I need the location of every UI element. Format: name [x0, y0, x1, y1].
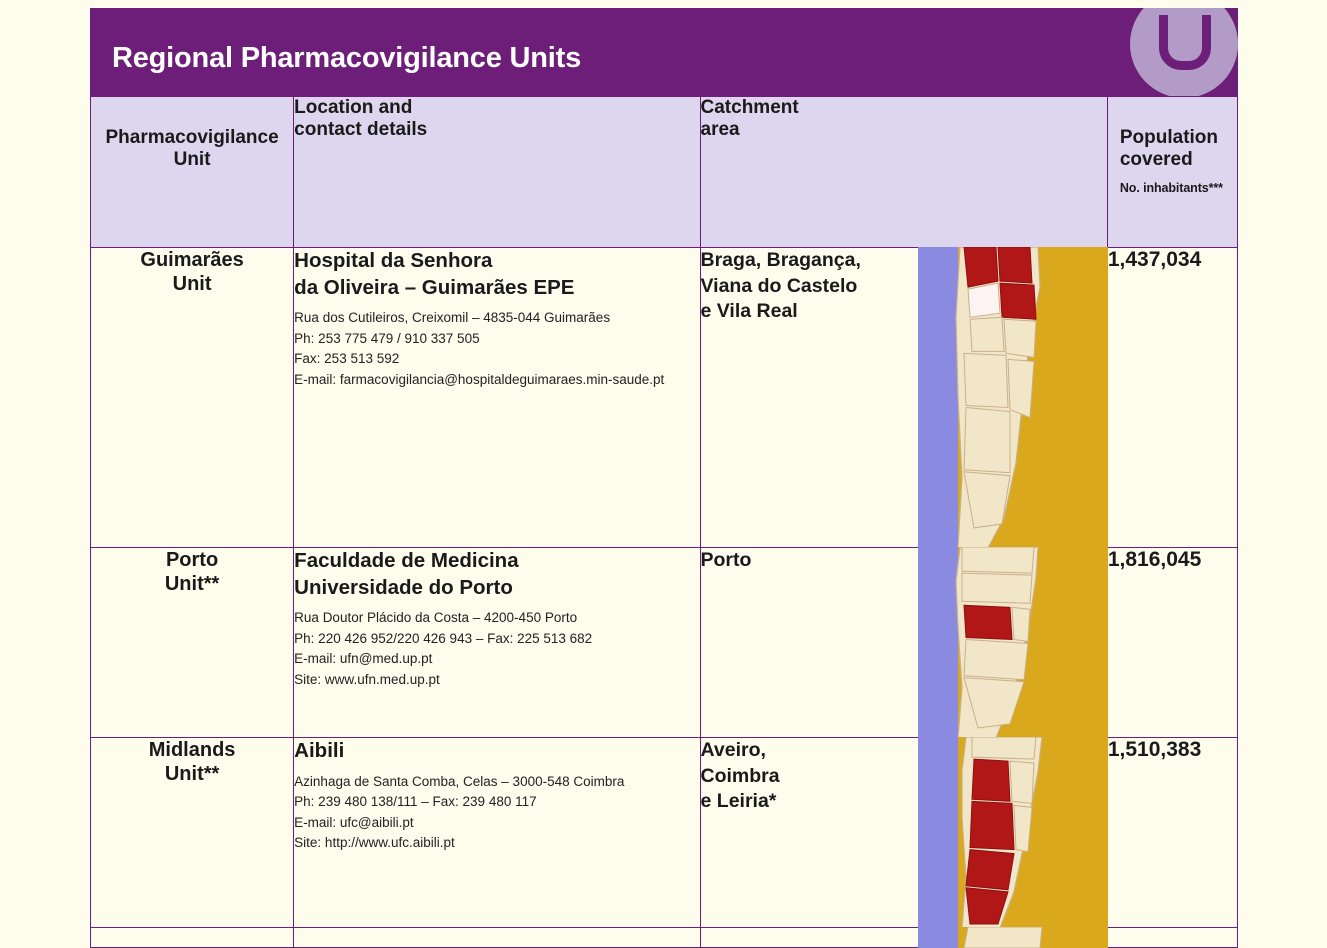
row-phone: Ph: 239 480 138/111 – Fax: 239 480 117 — [294, 794, 537, 810]
column-header-catchment-line2: area — [700, 119, 740, 141]
map-shape — [918, 927, 1108, 948]
map-background — [918, 927, 1108, 948]
row-catchment-line1: Braga, Bragança, — [700, 249, 861, 271]
row-catchment-area-partial — [700, 928, 1107, 948]
row-catchment-line1: Aveiro, — [700, 739, 766, 761]
table-banner — [90, 8, 1238, 96]
row-catchment-area — [700, 248, 1107, 548]
row-meta — [294, 308, 699, 390]
column-header-unit-line2: Unit — [173, 149, 211, 171]
row-catchment-line2: Coimbra — [700, 764, 780, 787]
page-title: Regional Pharmacovigilance Units — [112, 42, 582, 74]
row-unit-name-line1: Guimarães — [140, 249, 244, 271]
row-organisation-line1: Aibili — [294, 739, 345, 762]
table-header-row — [91, 97, 1238, 248]
row-unit-name-line2: Unit** — [164, 573, 220, 595]
row-unit-name-partial — [91, 928, 294, 948]
table-row — [91, 548, 1238, 738]
column-header-location-line1: Location and — [294, 97, 413, 118]
row-contact-details-partial — [294, 928, 700, 948]
row-phone: Ph: 220 426 952/220 426 943 – Fax: 225 513 682 — [294, 630, 593, 646]
logo-u-glyph — [1159, 15, 1211, 70]
row-contact-details — [294, 548, 700, 738]
column-header-location — [294, 97, 700, 248]
row-catchment-line3: e Vila Real — [700, 300, 798, 323]
column-header-catchment — [700, 97, 1107, 248]
column-header-unit-line1: Pharmacovigilance — [105, 127, 279, 148]
row-meta — [294, 608, 699, 690]
pharmacovigilance-table-block — [90, 8, 1238, 948]
row-catchment-line3: e Leiria* — [700, 790, 777, 813]
row-unit-name — [91, 548, 294, 738]
row-fax: Fax: 253 513 592 — [294, 351, 400, 367]
row-population: 1,510,383 — [1107, 738, 1237, 928]
table-row — [91, 738, 1238, 928]
row-contact-details — [294, 248, 700, 548]
row-catchment-area — [700, 548, 1107, 738]
column-header-population — [1107, 97, 1237, 248]
column-header-catchment-line1: Catchment — [700, 97, 799, 118]
portugal-midlands-highlight-map — [918, 737, 1108, 928]
row-site[interactable]: Site: http://www.ufc.aibili.pt — [294, 835, 455, 851]
row-unit-name — [91, 248, 294, 548]
row-catchment-area — [700, 738, 1107, 928]
row-organisation — [294, 248, 699, 301]
map-shape — [918, 247, 1108, 548]
row-phone: Ph: 253 775 479 / 910 337 505 — [294, 330, 480, 346]
map-shape — [918, 547, 1108, 738]
u-logo-icon — [1130, 8, 1238, 96]
map-background — [918, 547, 1108, 738]
row-unit-name-line2: Unit — [172, 273, 212, 295]
row-address: Rua dos Cutileiros, Creixomil – 4835-044 Guimarães — [294, 310, 611, 326]
column-header-population-line2: covered — [1119, 149, 1193, 171]
row-unit-name-line2: Unit** — [164, 763, 220, 785]
row-population-partial — [1107, 928, 1237, 948]
row-unit-name — [91, 738, 294, 928]
row-organisation-line2: da Oliveira – Guimarães EPE — [294, 275, 575, 299]
row-organisation-line1: Hospital da Senhora — [294, 249, 493, 272]
portugal-north-highlight-map — [918, 247, 1108, 548]
column-header-unit — [91, 97, 294, 248]
row-catchment-line2: Viana do Castelo — [700, 274, 858, 297]
column-header-population-note: No. inhabitants*** — [1119, 180, 1223, 195]
portugal-map-partial — [918, 927, 1108, 948]
row-catchment-line1: Porto — [700, 549, 752, 571]
map-background — [918, 247, 1108, 548]
regional-units-table — [90, 96, 1238, 948]
row-address: Azinhaga de Santa Comba, Celas – 3000-548 Coimbra — [294, 773, 625, 789]
row-email[interactable]: E-mail: ufn@med.up.pt — [294, 651, 433, 667]
row-address: Rua Doutor Plácido da Costa – 4200-450 Porto — [294, 610, 578, 626]
row-population: 1,816,045 — [1107, 548, 1237, 738]
row-organisation-line1: Faculdade de Medicina — [294, 549, 519, 572]
row-contact-details — [294, 738, 700, 928]
row-unit-name-line1: Porto — [165, 549, 219, 571]
row-email[interactable]: E-mail: farmacovigilancia@hospitaldeguimaraes.min-saude.pt — [294, 371, 665, 387]
row-site[interactable]: Site: www.ufn.med.up.pt — [294, 671, 440, 687]
column-header-population-line1: Population — [1119, 127, 1219, 148]
row-population: 1,437,034 — [1107, 248, 1237, 548]
row-meta — [294, 772, 699, 854]
map-shape — [918, 737, 1108, 928]
row-organisation — [294, 738, 699, 765]
map-background — [918, 737, 1108, 928]
row-organisation — [294, 548, 699, 601]
table-row-partial — [91, 928, 1238, 948]
row-unit-name-line1: Midlands — [148, 739, 236, 761]
row-organisation-line2: Universidade do Porto — [294, 575, 513, 599]
row-email[interactable]: E-mail: ufc@aibili.pt — [294, 814, 414, 830]
table-row — [91, 248, 1238, 548]
portugal-porto-highlight-map — [918, 547, 1108, 738]
column-header-location-line2: contact details — [294, 119, 428, 141]
